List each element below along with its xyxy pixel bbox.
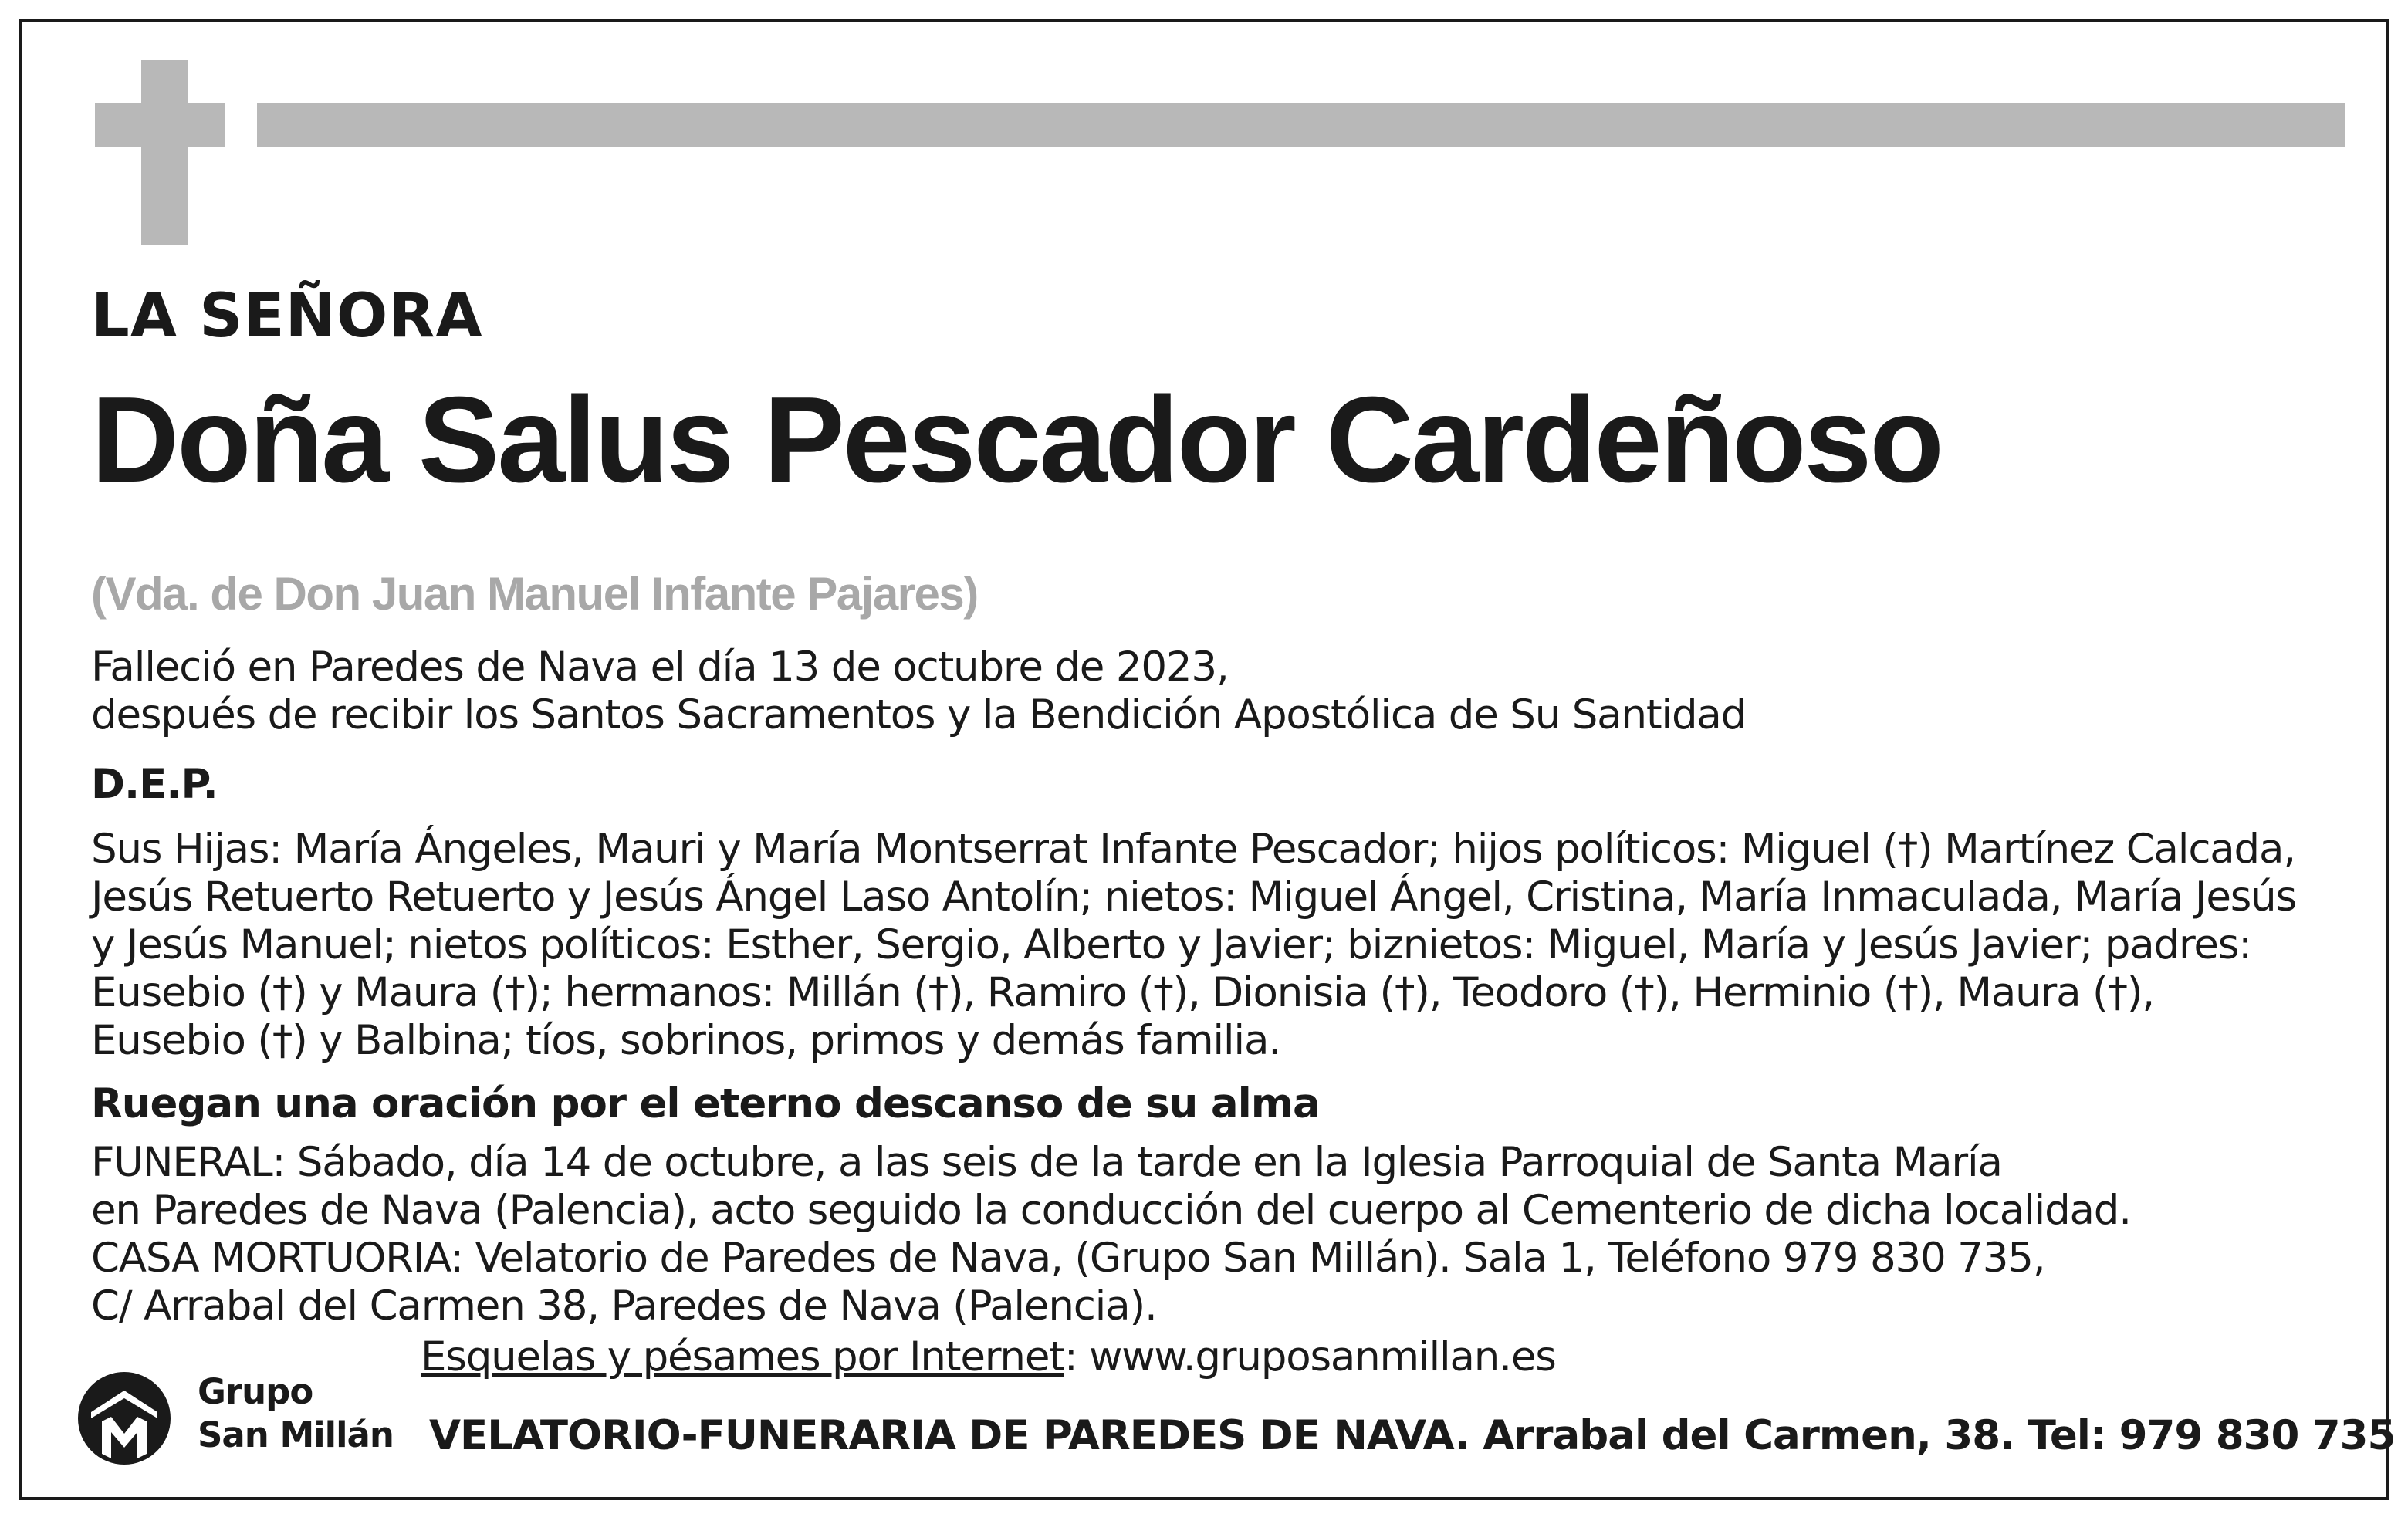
family-line: Eusebio (†) y Maura (†); hermanos: Millán (†), Ramiro (†), Dionisia (†), Teodoro (†), Herminio (†), Maura (†),	[91, 969, 2154, 1016]
family-line: Sus Hijas: María Ángeles, Mauri y María Montserrat Infante Pescador; hijos políticos: Miguel (†) Martínez Calcada,	[91, 826, 2295, 873]
title-prefix: LA SEÑORA	[91, 282, 483, 351]
header-rule	[257, 103, 2345, 147]
deceased-name: Doña Salus Pescador Cardeñoso	[91, 372, 1942, 508]
family-list	[91, 826, 2329, 1065]
website-url[interactable]: www.gruposanmillan.es	[1077, 1333, 1556, 1380]
death-notice-line: Falleció en Paredes de Nava el día 13 de octubre de 2023,	[91, 644, 1229, 691]
death-notice	[91, 644, 2329, 739]
internet-link-label[interactable]: Esquelas y pésames por Internet	[421, 1333, 1064, 1380]
funeral-line: CASA MORTUORIA: Velatorio de Paredes de Nava, (Grupo San Millán). Sala 1, Teléfono 979 830 735,	[91, 1235, 2045, 1282]
cross-icon	[141, 60, 188, 245]
footer-address: VELATORIO-FUNERARIA DE PAREDES DE NAVA. Arrabal del Carmen, 38. Tel: 979 830 735	[429, 1412, 2396, 1459]
cross-icon-bar	[95, 103, 225, 147]
funeral-line: en Paredes de Nava (Palencia), acto seguido la conducción del cuerpo al Cementerio de dicha localidad.	[91, 1187, 2131, 1234]
logo-line: San Millán	[198, 1414, 394, 1455]
dep-label: D.E.P.	[91, 761, 218, 808]
logo-text	[198, 1370, 394, 1457]
funeral-line: C/ Arrabal del Carmen 38, Paredes de Nava (Palencia).	[91, 1282, 1157, 1330]
logo-line: Grupo	[198, 1371, 313, 1412]
widow-of: (Vda. de Don Juan Manuel Infante Pajares)	[91, 568, 978, 620]
funeral-details	[91, 1139, 2329, 1330]
grupo-san-millan-logo-icon	[74, 1367, 174, 1468]
prayer-request: Ruegan una oración por el eterno descanso de su alma	[91, 1080, 1320, 1127]
death-notice-line: después de recibir los Santos Sacramentos y la Bendición Apostólica de Su Santidad	[91, 691, 1747, 738]
internet-separator: :	[1064, 1333, 1077, 1380]
internet-line	[421, 1333, 1556, 1381]
family-line: Eusebio (†) y Balbina; tíos, sobrinos, primos y demás familia.	[91, 1017, 1280, 1064]
family-line: y Jesús Manuel; nietos políticos: Esther, Sergio, Alberto y Javier; biznietos: Miguel, María y Jesús Javier; padres:	[91, 921, 2251, 968]
funeral-line: FUNERAL: Sábado, día 14 de octubre, a las seis de la tarde en la Iglesia Parroquial de Santa María	[91, 1139, 2002, 1186]
family-line: Jesús Retuerto Retuerto y Jesús Ángel Laso Antolín; nietos: Miguel Ángel, Cristina, María Inmaculada, María Jesús	[91, 874, 2296, 921]
